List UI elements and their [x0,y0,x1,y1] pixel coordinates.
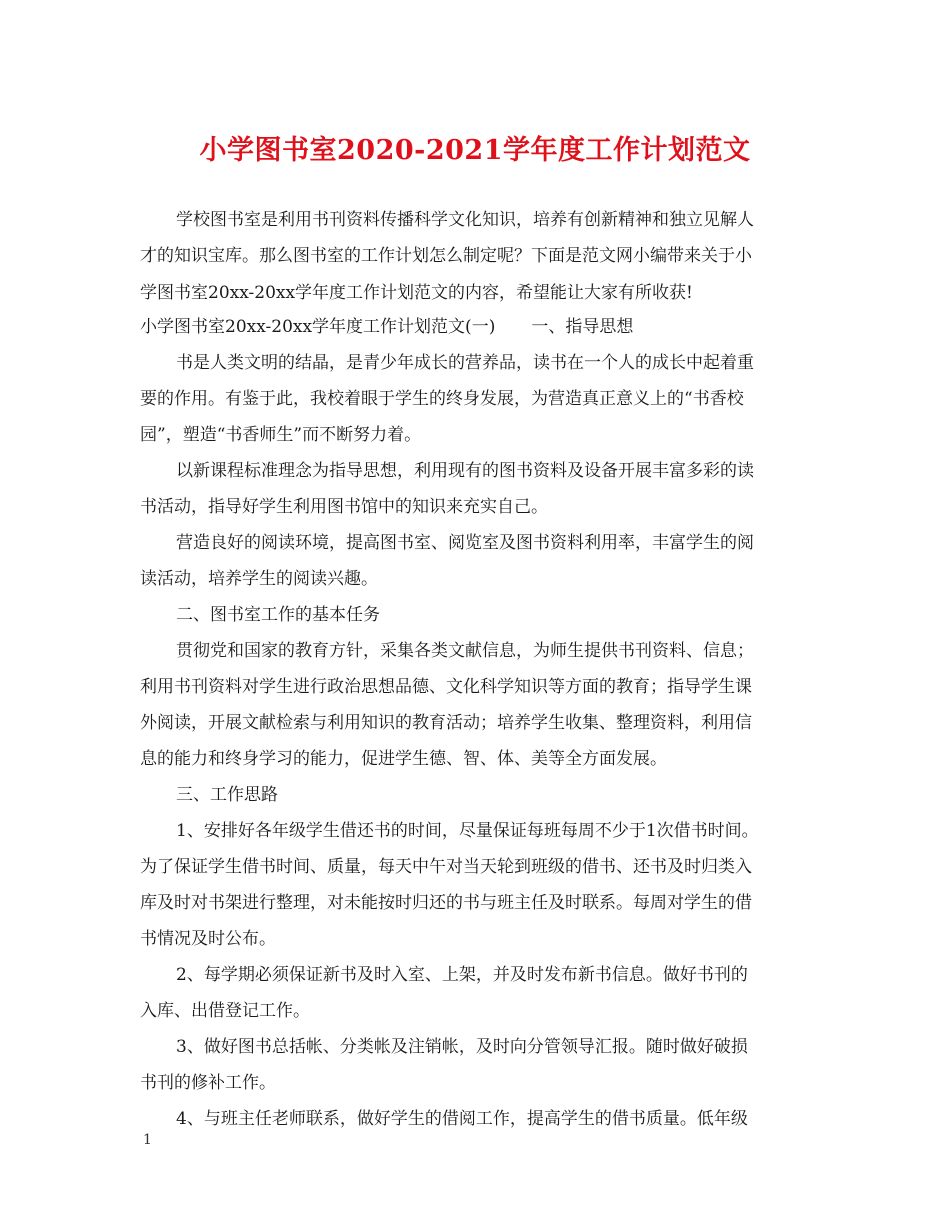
paragraph-line: 为了保证学生借书时间、质量，每天中午对当天轮到班级的借书、还书及时归类入 [140,857,752,877]
paragraph-line: 库及时对书架进行整理，对未能按时归还的书与班主任及时联系。每周对学生的借 [140,893,752,913]
paragraph-line: 3、做好图书总括帐、分类帐及注销帐，及时向分管领导汇报。随时做好破损 [176,1037,748,1057]
section-heading: 二、图书室工作的基本任务 [176,605,380,625]
paragraph-line: 以新课程标准理念为指导思想，利用现有的图书资料及设备开展丰富多彩的读 [176,461,754,481]
section-heading: 三、工作思路 [176,785,278,805]
section-heading: 一、指导思想 [531,317,634,337]
paragraph-line: 书是人类文明的结晶，是青少年成长的营养品，读书在一个人的成长中起着重 [176,353,754,373]
paragraph-line: 书刊的修补工作。 [140,1073,276,1093]
paragraph-line: 书活动，指导好学生利用图书馆中的知识来充实自己。 [140,497,548,517]
paragraph-line: 利用书刊资料对学生进行政治思想品德、文化科学知识等方面的教育；指导学生课 [140,677,752,697]
paragraph-line: 学图书室20xx-20xx学年度工作计划范文的内容，希望能让大家有所收获! [140,283,693,303]
paragraph-line: 营造良好的阅读环境，提高图书室、阅览室及图书资料利用率，丰富学生的阅 [176,533,754,553]
paragraph-line: 息的能力和终身学习的能力，促进学生德、智、体、美等全方面发展。 [140,749,667,769]
paragraph-line: 2、每学期必须保证新书及时入室、上架，并及时发布新书信息。做好书刊的 [176,965,748,985]
paragraph-line: 才的知识宝库。那么图书室的工作计划怎么制定呢？下面是范文网小编带来关于小 [140,246,752,266]
paragraph-line: 贯彻党和国家的教育方针，采集各类文献信息，为师生提供书刊资料、信息； [176,641,754,661]
document-title: 小学图书室2020-2021学年度工作计划范文 [199,135,751,166]
paragraph-line: 外阅读，开展文献检索与利用知识的教育活动；培养学生收集、整理资料，利用信 [140,713,752,733]
paragraph-line: 入库、出借登记工作。 [140,1001,310,1021]
paragraph-line: 读活动，培养学生的阅读兴趣。 [140,569,378,589]
paragraph-line: 要的作用。有鉴于此，我校着眼于学生的终身发展，为营造真正意义上的“书香校 [140,389,744,409]
paragraph-line: 1、安排好各年级学生借还书的时间，尽量保证每班每周不少于1次借书时间。 [176,821,759,841]
page-number: 1 [143,1132,152,1148]
paragraph-line: 园”，塑造“书香师生”而不断努力着。 [140,425,422,445]
sample-heading: 小学图书室20xx-20xx学年度工作计划范文(一) [140,317,496,337]
paragraph-line: 书情况及时公布。 [140,929,276,949]
subtitle-line [140,316,633,338]
paragraph-line: 学校图书室是利用书刊资料传播科学文化知识，培养有创新精神和独立见解人 [176,210,754,230]
paragraph-line: 4、与班主任老师联系，做好学生的借阅工作，提高学生的借书质量。低年级 [176,1109,748,1129]
